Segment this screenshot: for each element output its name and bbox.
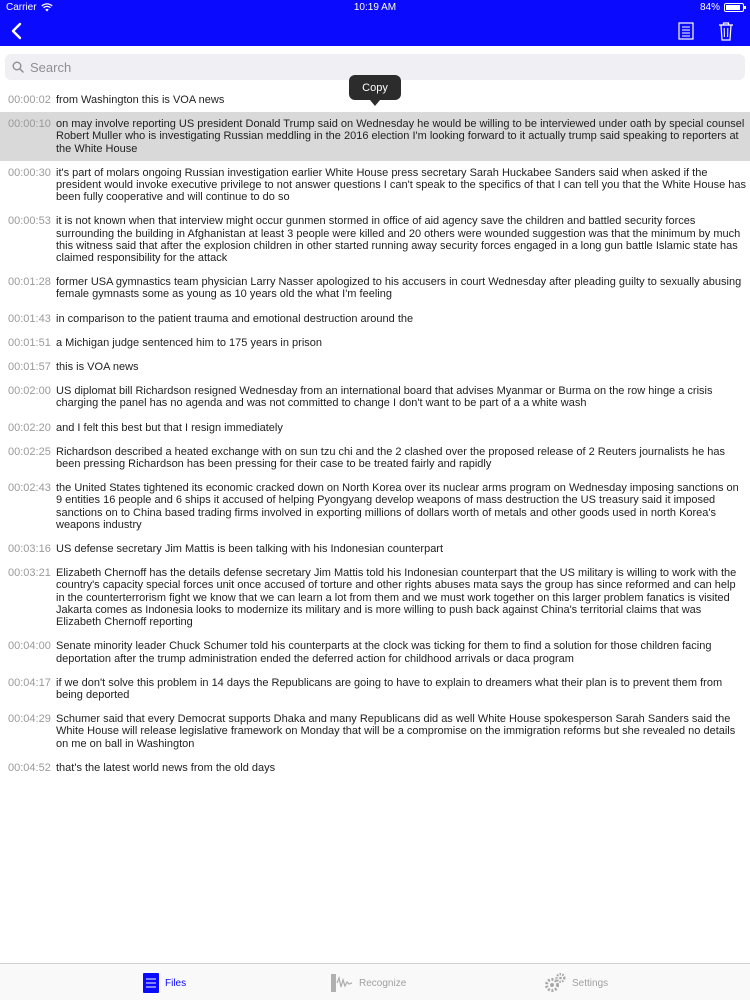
timestamp: 00:02:00 <box>8 385 51 398</box>
timestamp: 00:04:52 <box>8 761 51 774</box>
transcript-list <box>0 88 750 780</box>
delete-button[interactable] <box>714 16 738 46</box>
navigation-bar <box>0 16 750 46</box>
timestamp: 00:00:02 <box>8 94 51 106</box>
timestamp: 00:01:57 <box>8 361 51 374</box>
transcript-text: that's the latest world news from the old days <box>56 761 276 774</box>
timestamp: 00:02:25 <box>8 445 51 458</box>
carrier-label: Carrier <box>6 2 37 13</box>
transcript-row[interactable] <box>0 561 750 634</box>
search-icon <box>12 61 24 73</box>
transcript-row[interactable] <box>0 112 750 161</box>
transcript-row[interactable] <box>0 476 750 537</box>
timestamp: 00:04:17 <box>8 676 51 689</box>
transcript-row[interactable] <box>0 270 750 306</box>
chevron-left-icon <box>10 22 22 40</box>
transcript-text: and I felt this best but that I resign immediately <box>56 421 283 434</box>
timestamp: 00:03:16 <box>8 543 51 556</box>
tab-bar <box>0 963 750 1000</box>
transcript-row[interactable] <box>0 379 750 415</box>
timestamp: 00:00:10 <box>8 118 51 131</box>
timestamp: 00:01:28 <box>8 276 51 289</box>
status-bar <box>0 0 750 16</box>
transcript-text: if we don't solve this problem in 14 days the Republicans are going to have to explain to dreamers what their plan is to prevent them from being deported <box>56 676 723 701</box>
transcript-row[interactable] <box>0 355 750 379</box>
transcript-row[interactable] <box>0 440 750 476</box>
transcript-text: from Washington this is VOA news <box>56 94 225 106</box>
clock: 10:19 AM <box>353 2 397 13</box>
transcript-text: Elizabeth Chernoff has the details defense secretary Jim Mattis told his Indonesian counterpart that the US military is willing to work with the country's capacity special forces unit once accused of torture and other rights abuses mata says the group has since reformed and can help in the counterterrorism fight we know that we can learn a lot from them and we must work together on this larger problem fanatics is visited Jakarta comes as Indonesia looks to modernize its military and is more willing to push back against China's territorial claims that was Elizabeth Chernoff reporting <box>56 567 737 629</box>
timestamp: 00:00:53 <box>8 215 51 228</box>
waveform-icon <box>331 972 353 994</box>
tab-recognize[interactable] <box>331 971 406 995</box>
tab-files-label: Files <box>165 977 187 989</box>
transcript-text: it's part of molars ongoing Russian investigation earlier White House press secretary Sarah Huckabee Sanders said when asked if the president would invoke executive privilege to not answer questions I can't speak to the specifics of that I can tell you that the White House has been fully cooperative and will continue to do so <box>56 166 746 204</box>
trash-icon <box>718 21 734 41</box>
transcript-text: Schumer said that every Democrat supports Dhaka and many Republicans did as well White House spokesperson Sarah Sanders said the White House will release legislative framework on Monday that will be a compromise on the immigration reforms but she revealed no details on me on ball in Washington <box>56 713 736 750</box>
transcript-row[interactable] <box>0 634 750 670</box>
transcript-row[interactable] <box>0 161 750 210</box>
transcript-row[interactable] <box>0 209 750 270</box>
gears-icon <box>544 972 566 994</box>
tab-recognize-label: Recognize <box>359 977 407 989</box>
search-input[interactable] <box>30 60 710 75</box>
tab-settings-label: Settings <box>572 977 609 989</box>
tab-files[interactable] <box>143 971 186 995</box>
transcript-text: former USA gymnastics team physician Larry Nasser apologized to his accusers in court Wednesday after pleading guilty to sexually abusing female gymnasts some as young as 10 years old the what I'm feeling <box>56 276 742 301</box>
timestamp: 00:04:00 <box>8 640 51 653</box>
transcript-text: in comparison to the patient trauma and emotional destruction around the <box>56 312 414 325</box>
transcript-text: on may involve reporting US president Donald Trump said on Wednesday he would be willing to be interviewed under oath by special counsel Robert Muller who is investigating Russian meddling in the 2016 election I'm looking forward to it actually trump said speaking to reporters at the White House <box>56 118 745 155</box>
transcript-row[interactable] <box>0 756 750 780</box>
timestamp: 00:02:20 <box>8 421 51 434</box>
timestamp: 00:00:30 <box>8 166 51 179</box>
timestamp: 00:01:51 <box>8 336 51 349</box>
transcript-row[interactable] <box>0 331 750 355</box>
timestamp: 00:04:29 <box>8 713 51 726</box>
transcript-text: a Michigan judge sentenced him to 175 years in prison <box>56 336 322 349</box>
transcript-row[interactable] <box>0 671 750 707</box>
files-icon <box>143 973 159 993</box>
transcript-text: US defense secretary Jim Mattis is been talking with his Indonesian counterpart <box>56 543 444 556</box>
transcript-text: Senate minority leader Chuck Schumer told his counterparts at the clock was ticking for them to find a solution for those children facing deportation after the trump administration ended the deferred action for childhood arrivals or daca program <box>56 640 712 665</box>
transcript-text: this is VOA news <box>56 361 139 374</box>
transcript-text: US diplomat bill Richardson resigned Wednesday from an international board that advises Myanmar or Burma on the row hinge a crisis charging the panel has no agenda and was not committed to change I don't want to be part of a a white wash <box>56 385 713 410</box>
transcript-text: Richardson described a heated exchange with on sun tzu chi and the 2 clashed over the proposed release of 2 Reuters journalists he has been pressing Richardson has been pressing for their case to be treated fairly and rapidly <box>56 445 725 471</box>
tab-settings[interactable] <box>544 971 608 995</box>
document-list-button[interactable] <box>674 16 698 46</box>
transcript-row[interactable] <box>0 416 750 440</box>
battery-percent: 84% <box>699 2 720 13</box>
timestamp: 00:03:21 <box>8 567 51 580</box>
battery-icon <box>724 3 744 12</box>
document-list-icon <box>678 22 694 40</box>
transcript-text: the United States tightened its economic cracked down on North Korea over its nuclear arms program on Wednesday imposing sanctions on 9 entities 16 people and 6 ships it accused of helping Pyongyang develop weapons of mass destruction the US treasury said it imposed sanctions on to China based trading firms involved in exporting millions of dollars worth of metals and other goods used in north Korea's weapons industry <box>56 482 739 531</box>
copy-menu-button[interactable]: Copy <box>349 75 401 100</box>
transcript-row[interactable] <box>0 307 750 331</box>
transcript-text: it is not known when that interview might occur gunmen stormed in office of aid agency save the children and battled security forces surrounding the building in Afghanistan at least 3 people were killed and 20 others were wounded suggestion was that the minimum by much this witness said that after the explosion children in other started running away security forces engaged in a long gun battle Islamic state has claimed responsibility for the attack <box>56 215 741 265</box>
back-button[interactable] <box>4 16 28 46</box>
transcript-row[interactable] <box>0 707 750 756</box>
timestamp: 00:01:43 <box>8 312 51 325</box>
battery-info <box>700 2 744 13</box>
transcript-row[interactable] <box>0 537 750 561</box>
timestamp: 00:02:43 <box>8 482 51 495</box>
